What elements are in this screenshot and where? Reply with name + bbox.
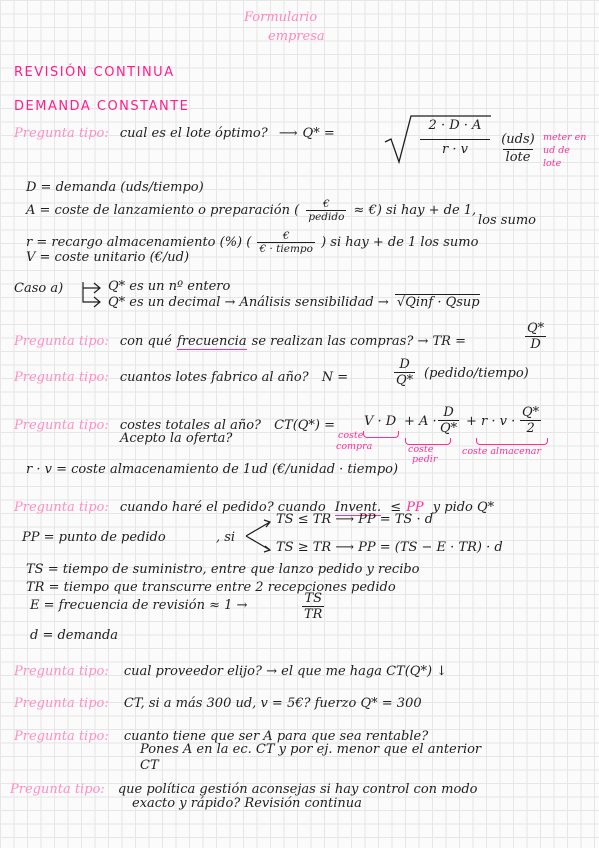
brace-compra xyxy=(363,431,399,438)
ct-frac-1-den: Q* xyxy=(440,421,458,436)
def-a-num: € xyxy=(306,198,346,211)
caso-entero: Q* es un nº entero xyxy=(108,279,231,294)
n-den: Q* xyxy=(396,373,414,388)
question-text-post: se realizan las compras? → TR = xyxy=(251,334,466,349)
def-d: d = demanda xyxy=(30,628,119,643)
def-ts: TS = tiempo de suministro, entre que lanzo pedido y recibo xyxy=(26,562,420,577)
pp-case-1: TS ≤ TR ⟶ PP = TS · d xyxy=(276,512,434,527)
question-text: con qué xyxy=(119,334,172,349)
answer-politica: exacto y rápido? Revisión continua xyxy=(132,796,362,811)
tr-fraction xyxy=(525,321,546,352)
def-e: E = frecuencia de revisión ≈ 1 → xyxy=(30,598,248,613)
question-descuento xyxy=(14,692,422,711)
question-politica xyxy=(10,778,477,797)
def-a-fraction xyxy=(306,198,346,223)
question-label: Pregunta tipo: xyxy=(14,370,109,385)
tr-num: Q* xyxy=(527,321,545,336)
ct-label: CT(Q*) = xyxy=(274,418,336,433)
answer-rentable-1: Pones A en la ec. CT y por ej. menor que el anterior xyxy=(140,742,482,757)
def-rv: r · v = coste almacenamiento de 1ud (€/unidad · tiempo) xyxy=(26,462,399,477)
question-text: costes totales al año? xyxy=(119,418,261,433)
question-frecuencia xyxy=(14,330,466,349)
question-text: que política gestión aconsejas si hay control con modo xyxy=(117,782,478,797)
ct-frac-1 xyxy=(438,405,459,436)
eoq-unit-den: lote xyxy=(505,150,531,165)
eoq-denominator: r · v xyxy=(442,142,468,157)
label-coste-pedir-2: pedir xyxy=(412,454,438,465)
def-tr: TR = tiempo que transcurre entre 2 recepciones pedido xyxy=(26,580,396,595)
label-coste-compra-2: compra xyxy=(336,441,373,452)
def-a-post: ≈ €) si hay + de 1, xyxy=(353,203,477,218)
ct-term-compra: V · D xyxy=(364,414,397,429)
eoq-numerator: 2 · D · A xyxy=(428,118,482,133)
eoq-note-2: ud de xyxy=(543,145,570,156)
def-coste-lanzamiento xyxy=(26,198,476,223)
page-title: Formulario xyxy=(244,10,318,25)
eoq-unit-num: (uds) xyxy=(501,132,535,147)
le-symbol: ≤ xyxy=(390,500,402,515)
question-text: CT, si a más 300 ud, v = 5€? fuerzo Q* = 300 xyxy=(123,696,422,711)
arrow-icon: ⟶ xyxy=(278,126,298,141)
caso-decimal xyxy=(108,295,480,310)
caso-sqrt-radicand: Qinf · Qsup xyxy=(405,295,480,310)
pp-si: , si xyxy=(216,530,236,545)
question-label: Pregunta tipo: xyxy=(14,126,109,141)
question-label: Pregunta tipo: xyxy=(14,664,109,679)
caso-label: Caso a) xyxy=(14,281,64,296)
n-fraction xyxy=(394,357,415,388)
pp-case-2: TS ≥ TR ⟶ PP = (TS − E · TR) · d xyxy=(276,540,503,555)
def-r-post: ) si hay + de 1 los sumo xyxy=(321,235,479,250)
ct-frac-1-num: D xyxy=(438,405,459,421)
tr-den: D xyxy=(530,337,541,352)
label-coste-almacenar: coste almacenar xyxy=(462,446,542,457)
question-lotes xyxy=(14,366,348,385)
question-label: Pregunta tipo: xyxy=(14,334,109,349)
ct-frac-2 xyxy=(520,405,541,436)
question-label: Pregunta tipo: xyxy=(10,782,105,797)
e-fraction xyxy=(302,591,324,622)
question-text: cual es el lote óptimo? xyxy=(119,126,268,141)
def-r-text: r = recargo almacenamiento (%) ( xyxy=(26,235,252,250)
question-label: Pregunta tipo: xyxy=(14,500,109,515)
n-label: N = xyxy=(321,370,349,385)
eoq-fraction-bar xyxy=(420,139,490,140)
question-label: Pregunta tipo: xyxy=(14,729,109,744)
ct-frac-2-den: 2 xyxy=(526,421,535,436)
e-num: TS xyxy=(302,591,324,607)
n-num: D xyxy=(394,357,415,373)
def-a-text: A = coste de lanzamiento o preparación ( xyxy=(26,203,300,218)
pp-highlight: PP xyxy=(406,500,424,515)
e-den: TR xyxy=(304,607,323,622)
ct-plus-a: + A · xyxy=(404,414,437,429)
pp-label: PP = punto de pedido xyxy=(22,530,166,545)
question-text: cual proveedor elijo? → el que me haga CT(Q*) ↓ xyxy=(123,664,448,679)
n-unit: (pedido/tiempo) xyxy=(424,366,529,381)
caso-sqrt: √Qinf · Qsup xyxy=(396,295,480,310)
ct-plus-rv: + r · v · xyxy=(466,414,516,429)
question-lote-optimo xyxy=(14,122,335,141)
question-text: cuando haré el pedido? cuando xyxy=(119,500,326,515)
caso-branch-icon xyxy=(80,280,104,308)
def-r-num: € xyxy=(257,230,314,243)
acepto-oferta: Acepto la oferta? xyxy=(120,431,233,446)
label-coste-pedir-1: coste xyxy=(408,444,434,455)
label-coste-compra-1: coste xyxy=(338,430,364,441)
def-a-post2: los sumo xyxy=(478,213,536,228)
question-text-post: y pido Q* xyxy=(432,500,495,515)
question-text: cuantos lotes fabrico al año? xyxy=(119,370,309,385)
question-label: Pregunta tipo: xyxy=(14,418,109,433)
def-a-den: pedido xyxy=(308,211,345,223)
def-r-den: € · tiempo xyxy=(259,243,313,255)
question-label: Pregunta tipo: xyxy=(14,696,109,711)
heading-revision-continua: REVISIÓN CONTINUA xyxy=(14,65,175,80)
ct-frac-2-num: Q* xyxy=(522,405,540,420)
heading-demanda-constante: DEMANDA CONSTANTE xyxy=(14,99,190,114)
eoq-note-1: meter en xyxy=(543,132,587,143)
def-coste-unitario: V = coste unitario (€/ud) xyxy=(26,250,190,265)
question-proveedor xyxy=(14,660,447,679)
page-subtitle: empresa xyxy=(268,29,325,44)
answer-rentable-2: CT xyxy=(140,758,159,773)
def-r-fraction xyxy=(257,230,314,255)
pp-branch-icon xyxy=(244,518,274,554)
highlight-frecuencia: frecuencia xyxy=(176,334,247,349)
qstar-label: Q* = xyxy=(302,126,335,141)
caso-decimal-text: Q* es un decimal → Análisis sensibilidad → xyxy=(108,295,389,310)
question-text: cuanto tiene que ser A para que sea rentable? xyxy=(123,729,429,744)
def-demanda: D = demanda (uds/tiempo) xyxy=(26,180,204,195)
eoq-note-3: lote xyxy=(543,158,562,169)
highlight-inventario: Invent. xyxy=(334,500,382,515)
brace-almacenar xyxy=(476,438,548,445)
